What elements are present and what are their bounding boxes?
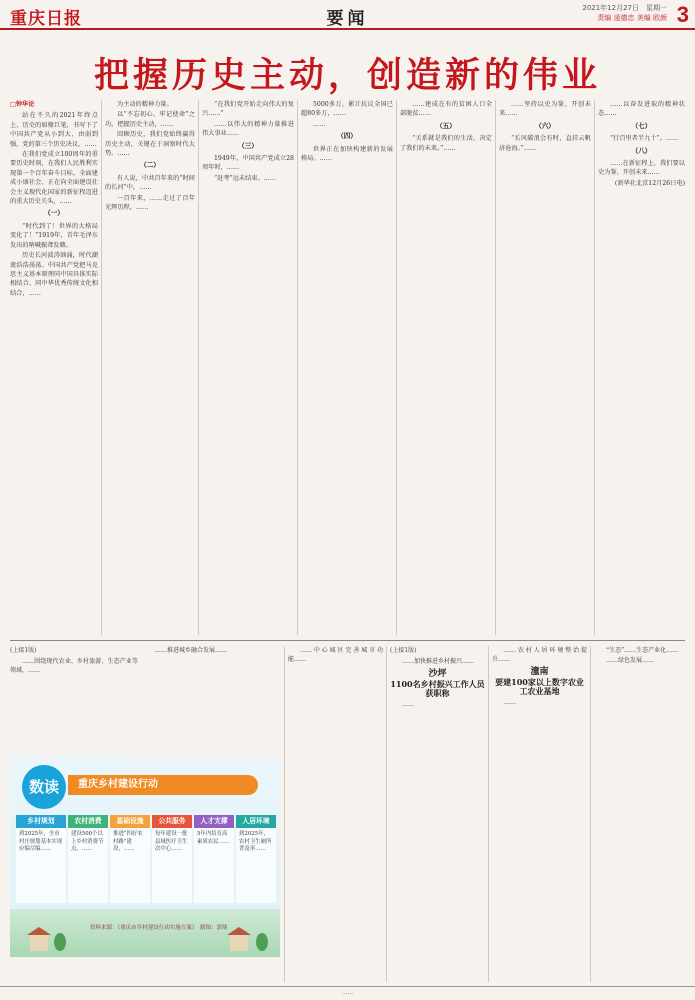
tile-head: 农村消费 <box>68 815 108 828</box>
sub-story-title: 要建100家以上数字农业工农业基地 <box>495 677 584 696</box>
column-divider <box>297 100 298 635</box>
article-column-7 <box>598 100 685 635</box>
paragraph: “时代到了！世界的大格局变化了！”1919年，青年毛泽东发出的呐喊振聋发聩。 <box>10 222 98 249</box>
column-divider <box>198 100 199 635</box>
paragraph: ……推进城乡融合发展…… <box>155 647 228 654</box>
article-column-3 <box>202 100 294 635</box>
lower-column-c <box>288 646 383 982</box>
newspaper-logo: 重庆日报 <box>10 9 82 29</box>
paragraph: ……围绕现代农业、乡村旅游、生态产业等领域，…… <box>10 658 138 674</box>
issue-date: 2021年12月27日 星期一 <box>582 4 667 12</box>
paragraph: ……建成在有的贫困人口全部脱贫…… <box>400 101 492 118</box>
tree-icon <box>256 933 268 951</box>
section-number: （八） <box>631 146 652 155</box>
paragraph: ……在新征程上，我们要以史为鉴、开创未来…… <box>598 160 685 177</box>
lower-column-d <box>390 646 485 982</box>
section-divider <box>10 640 685 641</box>
paragraph: “在我们党开始走向伟大的复兴……” <box>202 101 294 118</box>
paragraph: ……中心城区完善城市功能…… <box>288 647 383 663</box>
paragraph: ……绿色发展…… <box>606 657 655 664</box>
paragraph: ……坚持以史为鉴、开创未来…… <box>499 101 591 118</box>
dateline: (新华社北京12月26日电) <box>614 179 685 187</box>
headline: 把握历史主动，创造新的伟业 <box>93 55 601 96</box>
article-column-2 <box>105 100 195 635</box>
section-number: （五） <box>436 121 456 130</box>
paragraph: 在我们党成立100周年的重要历史时刻，在我们人民胜利实现第一个百年奋斗目标、全面建成小康社会、正在向全面建设社会主义现代化国家的新征程迈进的重大历史关头，…… <box>10 151 98 206</box>
house-icon <box>30 935 48 951</box>
column-divider <box>594 100 595 635</box>
article-column-4 <box>301 100 393 635</box>
section-number: （一） <box>44 209 64 218</box>
infographic-scenery <box>10 909 280 957</box>
tile-head: 人才支撑 <box>194 815 234 828</box>
issue-info <box>582 3 667 23</box>
paragraph: 站在不久的2021年终点上，历史的如椽巨笔，书写下了中国共产党从小到大、由弱到强，党的第三个历史决议，…… <box>10 112 98 148</box>
paragraph: 5000多万，累计抗议全国已超80多万，…… <box>301 101 393 118</box>
column-divider <box>590 646 591 982</box>
sub-story-kicker: 沙坪 <box>428 669 447 679</box>
column-divider <box>495 100 496 635</box>
tile-body: 到2025年，全市村庄规划基本实现应编尽编…… <box>16 828 66 903</box>
infographic-title: 重庆乡村建设行动 <box>68 775 258 795</box>
infographic-credit: 资料来源：《重庆市乡村建设行动实施方案》 制图：郭鼎 <box>90 925 228 931</box>
tile-body: 推进“四好农村路”建设，…… <box>110 828 150 903</box>
section-number: （二） <box>140 161 160 170</box>
house-icon <box>230 935 248 951</box>
paragraph: 为主动的精神力量。 <box>117 101 173 108</box>
paragraph: 1949年，中国共产党成立28周年时，…… <box>202 155 294 172</box>
paragraph: 有人说，中共百年来的“时间的长河”中，…… <box>105 174 195 192</box>
paragraph: “行百里者半九十”。…… <box>610 135 679 143</box>
tree-icon <box>54 933 66 951</box>
info-tile-talent <box>194 815 234 903</box>
info-tile-infrastructure <box>110 815 150 903</box>
tile-head: 公共服务 <box>152 815 192 828</box>
column-divider <box>284 646 285 982</box>
section-number: （七） <box>631 121 652 130</box>
info-tile-environment <box>236 815 276 903</box>
section-number: （六） <box>535 121 555 130</box>
tile-body: 到2025年，农村卫生厕所普及率…… <box>236 828 276 903</box>
paragraph: “赶考”远未结束。…… <box>214 174 277 182</box>
paragraph: …… <box>402 701 414 708</box>
paragraph: 一百年来，……走过了百年光辉历程，…… <box>105 194 195 212</box>
section-title: 要闻 <box>326 9 369 29</box>
column-divider <box>396 100 397 635</box>
paragraph: ……加快推进乡村振兴…… <box>402 658 475 665</box>
continued-tag: (上接1版) <box>10 647 37 654</box>
editor-credits: 责编 逯德忠 美编 欧颜 <box>597 14 667 22</box>
tile-body: 5年内培育高素质农民…… <box>194 828 234 903</box>
paragraph: “关系就是我们的生活，决定了我们的未来。”…… <box>400 135 492 152</box>
paragraph: ……农村人居环境整治提升…… <box>492 647 587 663</box>
paragraph: ……以奋发进取的精神状态…… <box>598 101 685 118</box>
page-footer: …… <box>0 986 695 1000</box>
masthead <box>0 0 695 30</box>
article-column-6 <box>499 100 591 635</box>
tile-body: 每年建设一批县域医疗卫生次中心…… <box>152 828 192 903</box>
tile-head: 基础设施 <box>110 815 150 828</box>
infographic <box>10 757 280 957</box>
tile-body: 建设500个以上乡村消费节点，…… <box>68 828 108 903</box>
info-tile-consumption <box>68 815 108 903</box>
lower-column-a <box>10 646 138 754</box>
byline: □钟华论 <box>10 101 35 108</box>
sub-story-title: 1100名乡村振兴工作人员获职称 <box>390 679 485 698</box>
lower-column-a-cont <box>10 960 280 984</box>
paragraph: 历史长河波涛汹涌，时代潮流浩浩荡荡。中国共产党把马克思主义基本原理同中国具体实际相结合、同中华优秀传统文化相结合，…… <box>10 252 98 297</box>
info-tile-public-service <box>152 815 192 903</box>
paragraph: …… <box>504 699 516 706</box>
column-divider <box>488 646 489 982</box>
tile-head: 乡村规划 <box>16 815 66 828</box>
lower-column-e <box>492 646 587 982</box>
sub-story-kicker: 潼南 <box>530 667 549 677</box>
section-number: （四） <box>337 132 357 141</box>
paragraph: 世界正在加快构建新的发展格局。…… <box>301 145 393 163</box>
info-tile-planning <box>16 815 66 903</box>
paragraph: “长风破浪会有时，直挂云帆济沧海。”…… <box>499 135 591 152</box>
paragraph: 回顾历史，我们党始终赢得历史主动，关键在于洞察时代大势。…… <box>105 131 195 158</box>
column-divider <box>386 646 387 982</box>
tile-head: 人居环境 <box>236 815 276 828</box>
lower-column-b <box>143 646 279 754</box>
article-column-1 <box>10 100 98 635</box>
continued-tag: (上接1版) <box>390 647 417 654</box>
section-number: （三） <box>238 141 258 150</box>
paragraph: ……以伟大的精神力量推进伟大事业…… <box>202 120 294 138</box>
infographic-badge: 数读 <box>22 765 66 809</box>
page-number: 3 <box>676 2 689 27</box>
paragraph: …… <box>313 120 326 128</box>
column-divider <box>101 100 102 635</box>
lower-column-f <box>594 646 685 982</box>
paragraph: “生态”……生态产业化…… <box>606 647 679 654</box>
article-column-5 <box>400 100 492 635</box>
paragraph: 以“不忘初心、牢记使命”之功，把握历史主动，…… <box>105 111 195 128</box>
